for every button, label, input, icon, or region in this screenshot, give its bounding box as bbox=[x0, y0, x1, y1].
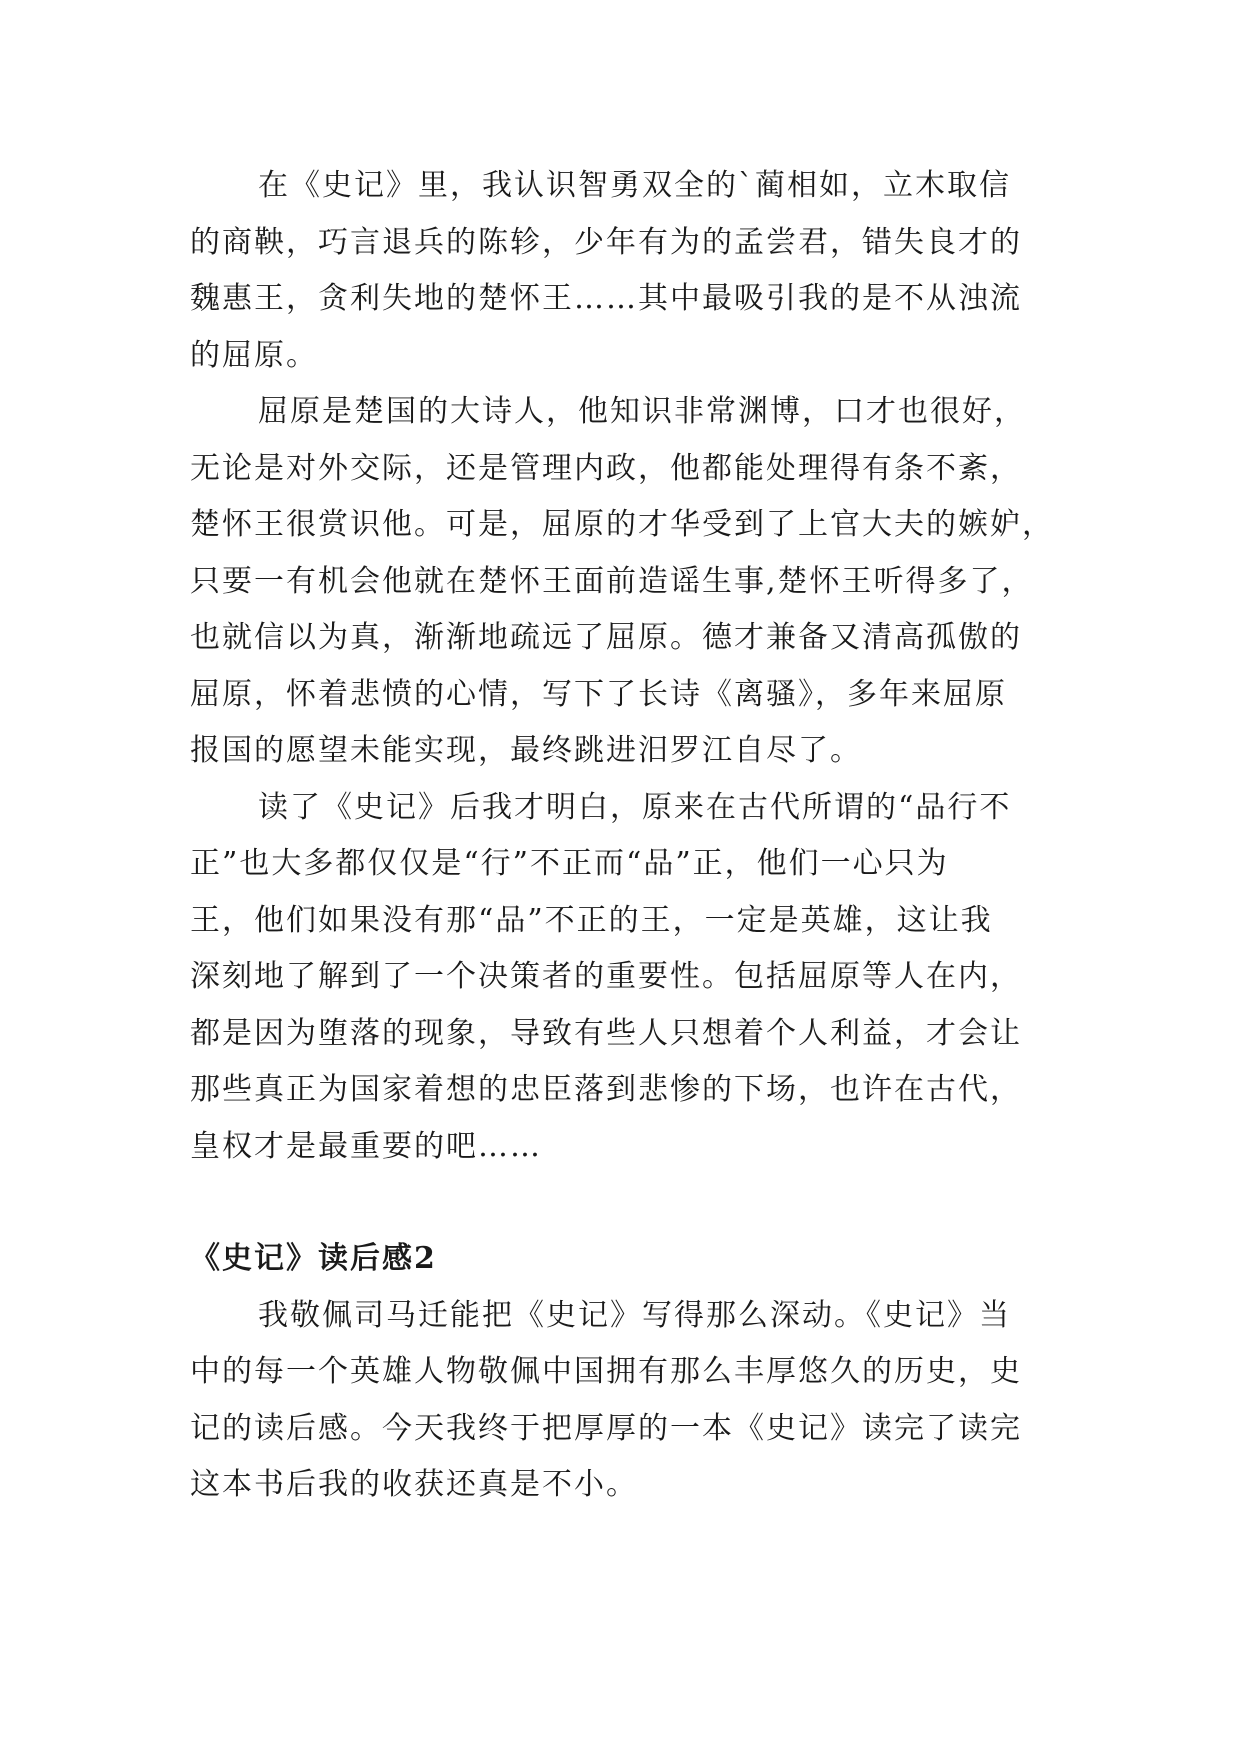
paragraph-2: 屈原是楚国的大诗人，他知识非常渊博，口才也很好， 无论是对外交际，还是管理内政，他都能处理得有条不紊， 楚怀王很赏识他。可是，屈原的才华受到了上官大夫的嫉妒， 只要一有机会他就在楚怀王面前造谣生事,楚怀王听得多了， 也就信以为真，渐渐地疏远了屈原。德才兼备又清高孤傲的 屈原，怀着悲愤的心情，写下了长诗《离骚》，多年来屈原 报国的愿望未能实现，最终跳进汨罗江自尽了。 bbox=[190, 394, 1054, 768]
paragraph-3: 读了《史记》后我才明白，原来在古代所谓的“品行不 正”也大多都仅仅是“行”不正而“品”正，他们一心只为 王，他们如果没有那“品”不正的王，一定是英雄，这让我 深刻地了解到了一个决策者的重要性。包括屈原等人在内， 都是因为堕落的现象，导致有些人只想着个人利益，才会让 那些真正为国家着想的忠臣落到悲惨的下场，也许在古代， 皇权才是最重要的吧…… bbox=[190, 789, 1022, 1164]
paragraph-4: 我敬佩司马迁能把《史记》写得那么深动。《史记》当 中的每一个英雄人物敬佩中国拥有那么丰厚悠久的历史，史 记的读后感。今天我终于把厚厚的一本《史记》读完了读完 这本书后我的收获还真是不小。 bbox=[190, 1297, 1022, 1502]
paragraph-1: 在《史记》里，我认识智勇双全的`蔺相如，立木取信 的商鞅，巧言退兵的陈轸，少年有为的孟尝君，错失良才的 魏惠王，贪利失地的楚怀王……其中最吸引我的是不从浊流 的屈原。 bbox=[190, 168, 1022, 373]
section-title: 《史记》读后感2 bbox=[190, 1241, 437, 1276]
document-body bbox=[190, 158, 1060, 1514]
